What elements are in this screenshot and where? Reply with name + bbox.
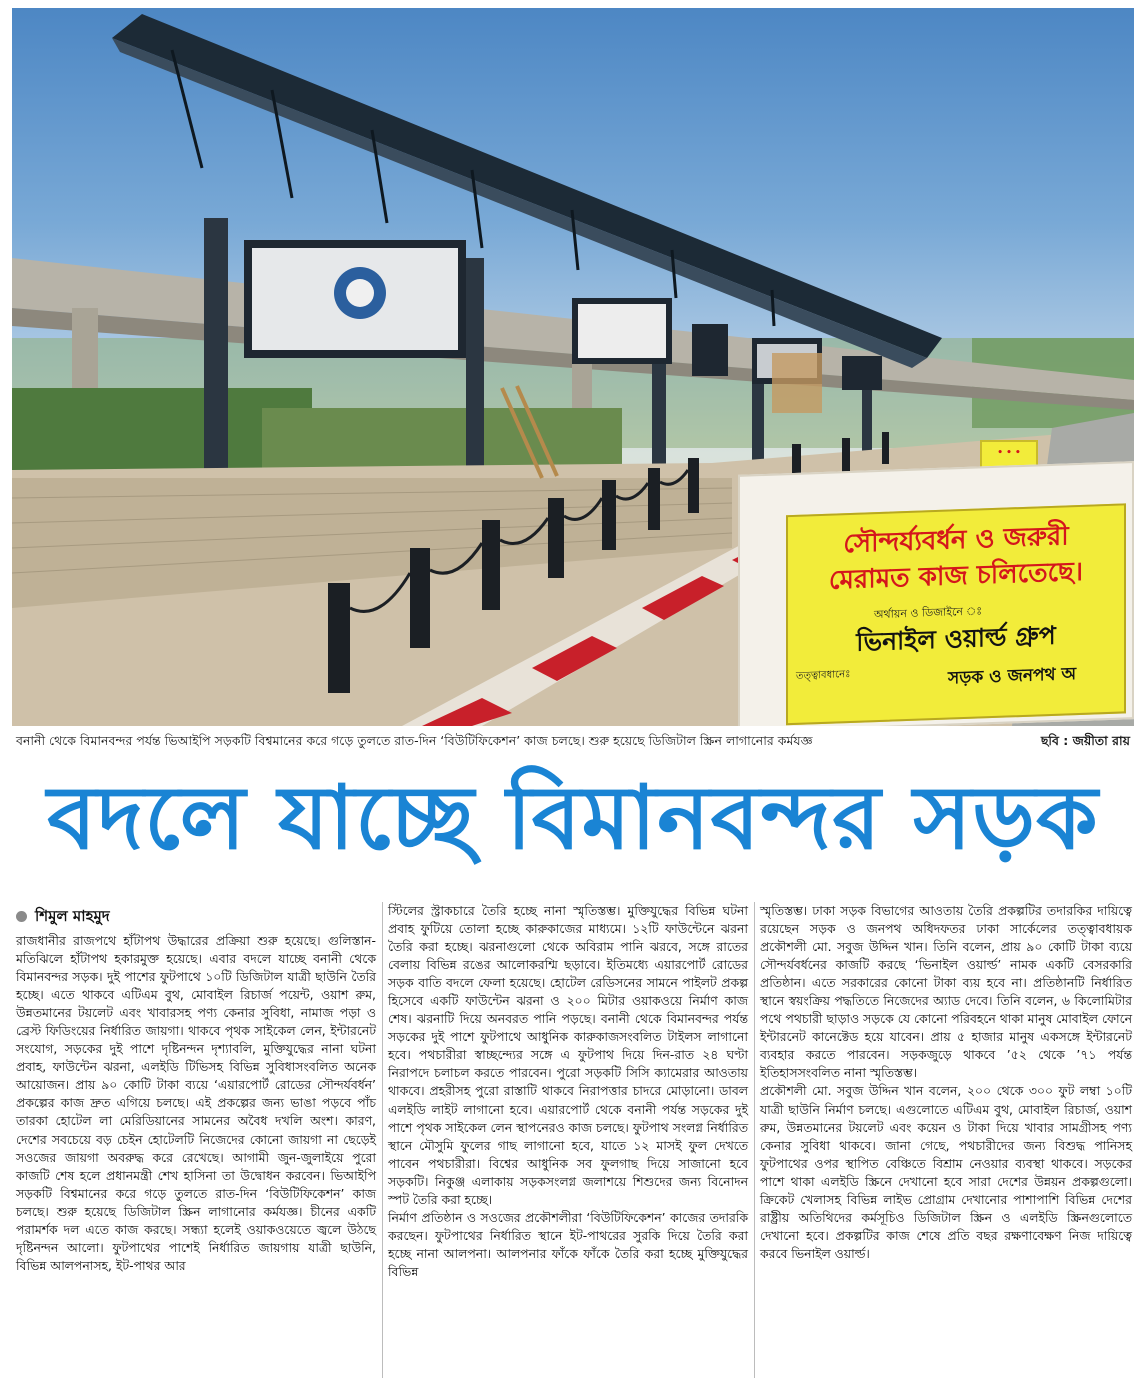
sign-foot-left: তত্ত্বাবধানেঃ [796,668,851,682]
sign-sub: অর্থায়ন ও ডিজাইনে ঃ [874,604,983,622]
column-divider [382,902,383,1378]
bullet-icon [16,911,27,922]
photo-credit: ছবি : জয়ীতা রায় [1040,733,1130,748]
caption-text: বনানী থেকে বিমানবন্দর পর্যন্ত ভিআইপি সড়কটি বিশ্বমানের করে গড়ে তুলতে রাত-দিন ‘বিউটিফিকেশন’ কাজ চলছে। শুরু হয়েছে ডিজিটাল স্ক্রিন লাগানোর কর্মযজ্ঞ [16,733,813,748]
column-2-text-b: নির্মাণ প্রতিষ্ঠান ও সওজের প্রকৌশলীরা ‘বিউটিফিকেশন’ কাজের তদারকি করছেন। ফুটপাথের নির্ধারিত স্থানে ইট-পাথরের সুরকি দিয়ে তৈরি করা হচ্ছে নানা আলপনা। আলপনার ফাঁকে ফাঁকে তৈরি করা হচ্ছে মুক্তিযুদ্ধের বিভিন্ন [388,1209,748,1279]
column-divider [754,902,755,1378]
author-name: শিমুল মাহমুদ [35,907,110,925]
sign-company: ভিনাইল ওয়ার্ল্ড গ্রুপ [856,620,1056,657]
article-column-1 [16,932,376,1382]
column-1-text: রাজধানীর রাজপথে হাঁটাপথ উদ্ধারের প্রক্রিয়া শুরু হয়েছে। গুলিস্তান-মতিঝিলে হাঁটাপথ হকারমুক্ত হয়েছে। এবার বদলে যাচ্ছে বনানী থেকে বিমানবন্দর সড়ক। দুই পাশের ফুটপাথে ১০টি ডিজিটাল যাত্রী ছাউনি তৈরি হচ্ছে। এতে থাকবে এটিএম বুথ, মোবাইল রিচার্জ পয়েন্ট, ওয়াশ রুম, উন্নতমানের টয়লেট এবং খাবারসহ পণ্য কেনার সুবিধা, নামাজ পড়া ও ব্রেস্ট ফিডিংয়ের নির্ধারিত জায়গা। থাকবে পৃথক সাইকেল লেন, ইন্টারনেট সংযোগ, সড়কের দুই পাশে দৃষ্টিনন্দন দৃশ্যাবলি, মুক্তিযুদ্ধের নানা ঘটনা প্রবাহ, ফাউন্টেন ঝরনা, এলইডি টিভিসহ বিভিন্ন সুবিধাসংবলিত অনেক আয়োজন। প্রায় ৯০ কোটি টাকা ব্যয়ে ‘এয়ারপোর্ট রোডের সৌন্দর্যবর্ধন’ প্রকল্পের কাজ দ্রুত এগিয়ে চলছে। এই প্রকল্পের জন্য ভাঙা পড়বে পাঁচ তারকা হোটেল লা মেরিডিয়ানের সামনের অবৈধ দখলি অংশ। কারণ, দেশের সবচেয়ে বড় চেইন হোটেলটি নিজেদের কোনো জায়গা না ছেড়েই সওজের জায়গা অবরুদ্ধ করে রেখেছে। আগামী জুন-জুলাইয়ে পুরো কাজটি শেষ হলে প্রধানমন্ত্রী শেখ হাসিনা তা উদ্বোধন করবেন। ভিআইপি সড়কটি বিশ্বমানের করে গড়ে তুলতে রাত-দিন ‘বিউটিফিকেশন’ কাজ চলছে। শুরু হয়েছে ডিজিটাল স্ক্রিন লাগানোর কর্মযজ্ঞ। চীনের একটি পরামর্শক দল এতে কাজ করছে। সন্ধ্যা হলেই ওয়াকওয়েতে জ্বলে উঠছে দৃষ্টিনন্দন আলো। ফুটপাথের পাশেই নির্ধারিত জায়গায় যাত্রী ছাউনি, বিভিন্ন আলপনাসহ, ইট-পাথর আর [16,933,376,1273]
column-3-text: স্মৃতিস্তম্ভ। ঢাকা সড়ক বিভাগের আওতায় তৈরি প্রকল্পটির তদারকির দায়িত্বে রয়েছেন সড়ক ও জনপথ অধিদফতর ঢাকা সার্কেলের তত্ত্বাবধায়ক প্রকৌশলী মো. সবুজ উদ্দিন খান। তিনি বলেন, প্রায় ৯০ কোটি টাকা ব্যয়ে সৌন্দর্যবর্ধনের কাজটি করছে ‘ভিনাইল ওয়ার্ল্ড’ নামক একটি বেসরকারি প্রতিষ্ঠান। এতে সরকারের কোনো টাকা ব্যয় হবে না। প্রতিষ্ঠানটি নির্ধারিত স্থানে স্বয়ংক্রিয় পদ্ধতিতে নিজেদের অ্যাড দেবে। তিনি বলেন, ৬ কিলোমিটার পথে পথচারী ছাড়াও সড়কে যে কোনো পরিবহনে থাকা মানুষ মোবাইল ফোনে ইন্টারনেট কানেক্টেড হয়ে যাবেন। প্রায় ৫ হাজার মানুষ একসঙ্গে ইন্টারনেট ব্যবহার করতে পারবেন। সড়কজুড়ে থাকবে ’৫২ থেকে ’৭১ পর্যন্ত ইতিহাসসংবলিত নানা স্মৃতিস্তম্ভ। [760,903,1132,1081]
article-column-2 [388,902,748,1382]
sign-foot-right: সড়ক ও জনপথ অ [948,664,1077,689]
byline [16,904,110,928]
sign-line2: মেরামত কাজ চলিতেছে। [828,556,1084,596]
headline: বদলে যাচ্ছে বিমানবন্দর সড়ক [47,766,1099,869]
column-3-text-b: প্রকৌশলী মো. সবুজ উদ্দিন খান বলেন, ২০০ থেকে ৩০০ ফুট লম্বা ১০টি যাত্রী ছাউনি নির্মাণ চলছে। এগুলোতে এটিএম বুথ, মোবাইল রিচার্জ, ওয়াশ রুম, উন্নতমানের টয়লেট এবং কয়েন ও টাকা দিয়ে খাবার সামগ্রীসহ পণ্য কেনার সুবিধা থাকবে। জানা গেছে, পথচারীদের জন্য বিশুদ্ধ পানিসহ ফুটপাথের ওপর স্থাপিত বেঞ্চিতে বিশ্রাম নেওয়ার ব্যবস্থা থাকবে। সড়কের পাশে থাকা এলইডি স্ক্রিনে দেখানো হবে সারা দেশের উন্নয়ন প্রকল্পগুলো। ক্রিকেট খেলাসহ বিভিন্ন লাইভ প্রোগ্রাম দেখানোর পাশাপাশি বিভিন্ন দেশের রাষ্ট্রীয় অতিথিদের কর্মসূচিও ডিজিটাল স্ক্রিন ও এলইডি স্ক্রিনগুলোতে দেখানো হবে। প্রকল্পটির কাজ শেষে প্রতি বছর রক্ষণাবেক্ষণ নিজ দায়িত্বে করবে ভিনাইল ওয়ার্ল্ড। [760,1083,1132,1261]
small-roadside-sign: • • • [980,440,1038,490]
article-column-3 [760,902,1132,1382]
sign-yellow-panel [786,503,1126,725]
news-photo [12,8,1134,726]
column-2-text: স্টিলের স্ট্রাকচারে তৈরি হচ্ছে নানা স্মৃতিস্তম্ভ। মুক্তিযুদ্ধের বিভিন্ন ঘটনা প্রবাহ ফুটিয়ে তোলা হচ্ছে কারুকাজের মাধ্যমে। ১২টি ফাউন্টেনে ঝরনা তৈরি করা হচ্ছে। ঝরনাগুলো থেকে অবিরাম পানি ঝরবে, সঙ্গে রাতের বেলায় বিভিন্ন রঙের আলোকরশ্মি ছড়াবে। ইতিমধ্যে এয়ারপোর্ট রোডের সড়ক বাতি বদলে ফেলা হয়েছে। হোটেল রেডিসনের সামনে পাইলট প্রকল্প হিসেবে একটি ফাউন্টেন ঝরনা ও ২০০ মিটার ওয়াকওয়ে নির্মাণ কাজ শেষ। ঝরনাটি দিয়ে অনবরত পানি পড়ছে। বনানী থেকে বিমানবন্দর পর্যন্ত সড়কের দুই পাশে ফুটপাথে আধুনিক কারুকাজসংবলিত টাইলস লাগানো হবে। পথচারীরা স্বাচ্ছন্দ্যের সঙ্গে এ ফুটপাথ দিয়ে দিন-রাত ২৪ ঘণ্টা নিরাপদে চলাচল করতে পারবেন। পুরো সড়কটি সিসি ক্যামেরার আওতায় থাকবে। প্রহরীসহ পুরো রাস্তাটি থাকবে নিরাপত্তার চাদরে মোড়ানো। ডাবল এলইডি লাইট লাগানো হবে। এয়ারপোর্ট থেকে বনানী পর্যন্ত সড়কের দুই পাশে পৃথক সাইকেল লেন স্থাপনেরও কাজ চলছে। ফুটপাথ সংলগ্ন নির্ধারিত স্থানে মৌসুমি ফুলের গাছ লাগানো হবে, যাতে ১২ মাসই ফুল দেখতে পাবেন পথচারীরা। বিশ্বের আধুনিক সব ফুলগাছ দিয়ে সাজানো হবে সড়কটি। নিকুঞ্জ এলাকায় সড়কসংলগ্ন জলাশয়ে শিশুদের জন্য বিনোদন স্পট তৈরি করা হচ্ছে। [388,903,748,1207]
construction-sign [738,461,1134,726]
photo-caption [12,730,1134,752]
sign-line1: সৌন্দর্য্যবর্ধন ও জরুরী [843,521,1069,560]
